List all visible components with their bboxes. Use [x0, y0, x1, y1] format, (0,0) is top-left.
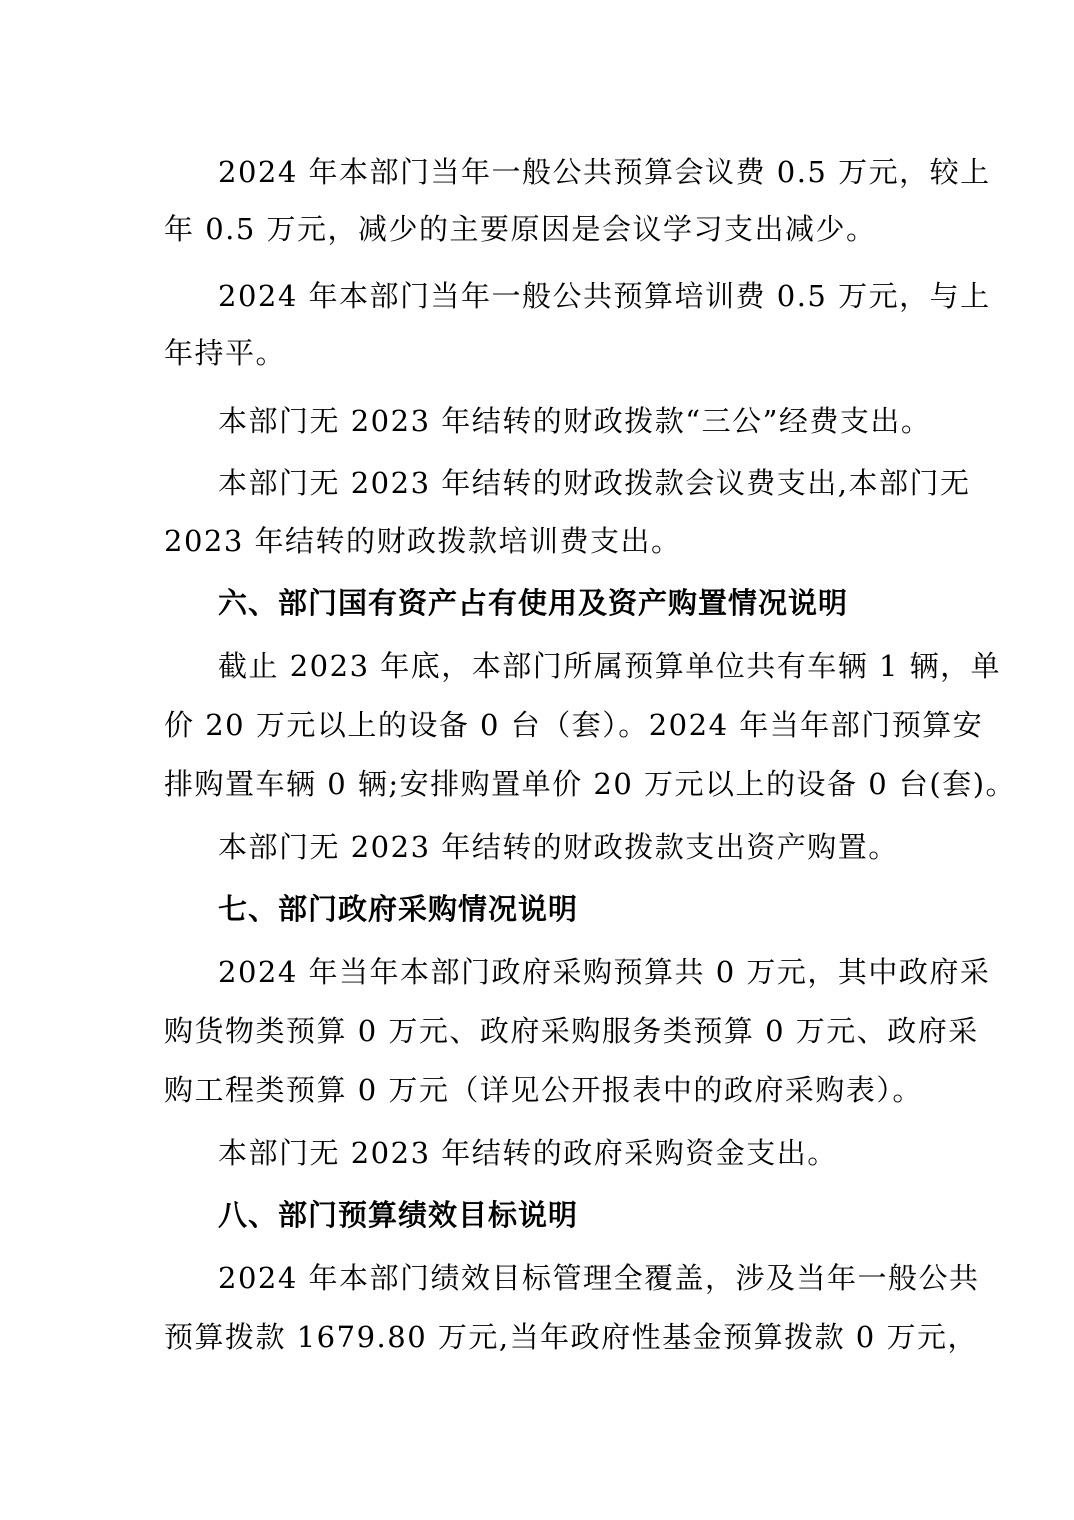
section-heading: 六、部门国有资产占有使用及资产购置情况说明 — [218, 586, 849, 620]
paragraph-line: 购货物类预算 0 万元、政府采购服务类预算 0 万元、政府采 — [164, 1014, 979, 1048]
paragraph-line: 2023 年结转的财政拨款培训费支出。 — [164, 524, 682, 558]
paragraph-line: 购工程类预算 0 万元（详见公开报表中的政府采购表）。 — [164, 1073, 923, 1107]
paragraph-line: 年 0.5 万元，减少的主要原因是会议学习支出减少。 — [164, 212, 877, 246]
paragraph-line: 截止 2023 年底，本部门所属预算单位共有车辆 1 辆，单 — [218, 649, 1002, 683]
section-heading: 八、部门预算绩效目标说明 — [218, 1198, 579, 1232]
paragraph-line: 本部门无 2023 年结转的财政拨款支出资产购置。 — [218, 830, 899, 864]
paragraph-line: 年持平。 — [164, 336, 287, 370]
paragraph-line: 预算拨款 1679.80 万元,当年政府性基金预算拨款 0 万元， — [164, 1320, 978, 1354]
paragraph-line: 2024 年当年本部门政府采购预算共 0 万元，其中政府采 — [218, 955, 991, 989]
paragraph-line: 排购置车辆 0 辆;安排购置单价 20 万元以上的设备 0 台(套)。 — [164, 767, 1017, 801]
paragraph-line: 价 20 万元以上的设备 0 台（套）。2024 年当年部门预算安 — [164, 708, 984, 742]
paragraph-line: 2024 年本部门当年一般公共预算培训费 0.5 万元，与上 — [218, 279, 991, 313]
paragraph-line: 本部门无 2023 年结转的财政拨款“三公”经费支出。 — [218, 404, 932, 438]
paragraph-line: 本部门无 2023 年结转的财政拨款会议费支出,本部门无 — [218, 466, 971, 500]
paragraph-line: 本部门无 2023 年结转的政府采购资金支出。 — [218, 1136, 838, 1170]
paragraph-line: 2024 年本部门当年一般公共预算会议费 0.5 万元，较上 — [218, 155, 991, 189]
paragraph-line: 2024 年本部门绩效目标管理全覆盖，涉及当年一般公共 — [218, 1261, 980, 1295]
section-heading: 七、部门政府采购情况说明 — [218, 892, 579, 926]
